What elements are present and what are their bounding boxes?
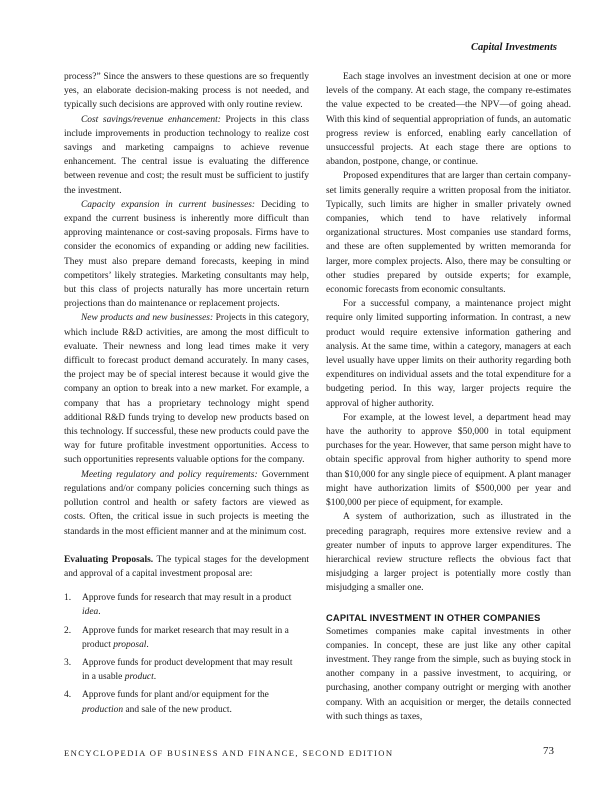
text-cost-savings: Projects in this class include improvements in production technology to realize cost savings and marketing campaigns to achieve revenue enhancement. The central issue is evaluating the difference between revenue and cost; the result must be sufficient to justify the investment. — [64, 114, 310, 196]
list-item — [64, 624, 309, 652]
right-column — [326, 70, 571, 724]
emphasis: proposal — [113, 639, 147, 650]
list-item — [64, 688, 309, 716]
heading-evaluating-proposals: Evaluating Proposals. — [64, 554, 154, 565]
text-regulatory: Government regulations and/or company policies concerning such things as pollution control and health or safety factors are viewed as costs. Often, the critical issue in such projects is meeting the standards in the most efficient manner and at the minimum cost. — [64, 469, 309, 537]
paragraph-new-products — [64, 311, 309, 467]
page-number: 73 — [543, 745, 554, 757]
list-number: 3. — [64, 657, 72, 668]
paragraph-evaluating-proposals — [64, 553, 309, 581]
footer-title: ENCYCLOPEDIA OF BUSINESS AND FINANCE, SECOND EDITION — [64, 748, 394, 758]
running-head: Capital Investments — [470, 42, 557, 53]
emphasis: production — [82, 704, 124, 715]
paragraph-proposed-expenditures: Proposed expenditures that are larger than certain company-set limits generally require a written proposal from the initiator. Typically, such limits are higher in smaller privately owned companies, which tend to have relatively informal organizational structures. Most companies use standard forms, and these are often supplemented by written memoranda for larger, more complex projects. Also, there may be consulting or other studies prepared by outside experts; for example, economic forecasts from economic consultants. — [326, 171, 571, 296]
list-number: 2. — [64, 625, 72, 636]
paragraph-successful-company: For a successful company, a maintenance project might require only limited supporting information. In contrast, a new product would require extensive information gathering and analysis. At the same time, within a category, managers at each level usually have upper limits on their authority regarding both expenditures on individual assets and the total expenditure for a budgeting period. In this way, larger projects require the approval of higher authority. — [326, 299, 571, 409]
lead-cost-savings: Cost savings/revenue enhancement: — [81, 114, 221, 125]
paragraph-regulatory — [64, 468, 309, 539]
list-number: 1. — [64, 593, 72, 604]
paragraph-authority-example: For example, at the lowest level, a department head may have the authority to approve $50,000 in total equipment purchases for the year. However, that same person might have to obtain specific approval from higher authority to spend more than $10,000 for any single piece of equipment. A plant manager might have authorization limits of $500,000 per year and $100,000 per piece of equipment, for example. — [326, 412, 571, 509]
list-text: Approve funds for plant and/or equipment for the production and sale of the new product. — [82, 690, 269, 715]
paragraph-cost-savings — [64, 113, 309, 198]
list-text: Approve funds for market research that may result in a product proposal. — [82, 625, 289, 650]
paragraph-continued: process?” Since the answers to these questions are so frequently yes, an elaborate decision-making process is not needed, and typically such decisions are approved with only routine review. — [64, 72, 309, 111]
text-evaluating-proposals: The typical stages for the development and approval of a capital investment proposal are: — [64, 554, 309, 579]
paragraph-authorization-system: A system of authorization, such as illustrated in the preceding paragraph, requires more extensive review and a greater number of inputs to approve larger expenditures. The hierarchical review structure reflects the obvious fact that misjudging a larger project is potentially more costly than misjudging a smaller one. — [326, 512, 571, 594]
section-heading: CAPITAL INVESTMENT IN OTHER COMPANIES — [326, 612, 541, 623]
paragraph-other-companies: Sometimes companies make capital investments in other companies. In concept, these are just like any other capital investment. They range from the simple, such as buying stock in another company in a passive investment, to acquiring, or purchasing, another company outright or merging with another company. With an acquisition or merger, the details connected with such things as taxes, — [326, 626, 571, 722]
lead-regulatory: Meeting regulatory and policy requirements: — [81, 469, 258, 480]
list-number: 4. — [64, 690, 72, 701]
lead-capacity-expansion: Capacity expansion in current businesses: — [81, 199, 256, 210]
stages-list — [64, 591, 309, 717]
text-new-products: Projects in this category, which include R&D activities, are among the most difficult to evaluate. Their newness and long lead times make it very difficult to forecast product demand accurately. In many cases, the project may be of special interest because it would give the company an option to break into a new market. For example, a company that has a proprietary technology might spend additional R&D funds trying to develop new products based on this technology. If successful, these new products could pave the way for future profitable investment opportunities. Access to such opportunities represents valuable options for the company. — [64, 313, 309, 466]
left-column — [64, 70, 309, 721]
list-item — [64, 656, 309, 684]
lead-new-products: New products and new businesses: — [81, 313, 214, 324]
paragraph-stage-decisions: Each stage involves an investment decision at one or more levels of the company. At each stage, the company re-estimates the value expected to be created—the NPV—of going ahead. With this kind of sequential appropriation of funds, an automatic progress review is enforced, enabling early cancellation of unsuccessful projects. At each stage there are options to abandon, postpone, change, or continue. — [326, 72, 571, 168]
list-text: Approve funds for product development that may result in a usable product. — [82, 657, 293, 683]
paragraph-capacity-expansion — [64, 198, 309, 312]
emphasis: idea — [82, 607, 99, 618]
text-capacity-expansion: Deciding to expand the current business is inherently more difficult than approving maintenance or cost-saving proposals. Firms have to consider the economics of expanding or adding new facilities. They must also prepare demand forecasts, keeping in mind competitors’ likely strategies. Marketing consultants may help, but this class of projects naturally has more uncertain return projections than do maintenance or replacement projects. — [64, 199, 309, 310]
list-item — [64, 591, 309, 619]
emphasis: product — [124, 672, 154, 683]
list-text: Approve funds for research that may result in a product idea. — [82, 593, 292, 618]
